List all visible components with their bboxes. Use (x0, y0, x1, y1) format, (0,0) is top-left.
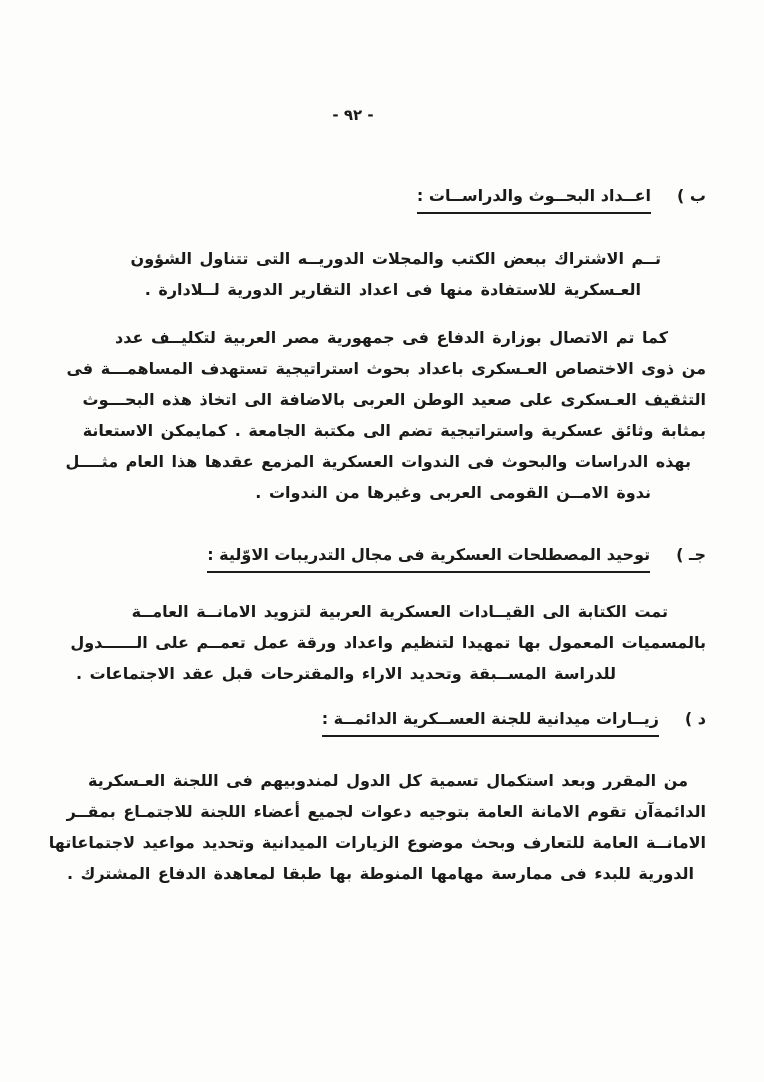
text-line: التثقيف العـسكرى على صعيد الوطن العربى بالاضافة الى اتخاذ هذه البحـــوث (82, 390, 706, 409)
text-line: تــم الاشتراك ببعض الكتب والمجلات الدوريــه التى تتناول الشؤون (130, 249, 661, 268)
section-b-marker: ب ) (677, 186, 706, 205)
text-line: من المقرر وبعد استكمال تسمية كل الدول لمندوبيهم فى اللجنة العـسكرية (88, 771, 688, 790)
text-line: من ذوى الاختصاص العـسكرى باعداد بحوث استراتيجية تستهدف المساهمـــة فى (66, 359, 706, 378)
section-b-paragraph-2 (65, 322, 706, 508)
section-b-heading (417, 186, 706, 214)
text-line: تمت الكتابة الى القيــادات العسكرية العربية لتزويد الامانــة العامــة (131, 602, 668, 621)
section-d-paragraph-1 (48, 765, 706, 889)
text-line: الدورية للبدء فى ممارسة مهامها المنوطة بها طبقا لمعاهدة الدفاع المشترك . (67, 864, 694, 883)
text-line: العـسكرية للاستفادة منها فى اعداد التقارير الدورية لــلادارة . (144, 280, 641, 299)
section-b-title: اعــداد البحــوث والدراســات : (417, 186, 651, 214)
section-d-title: زيــارات ميدانية للجنة العســكرية الدائمــة : (322, 709, 659, 737)
text-line: بالمسميات المعمول بها تمهيدا لتنظيم واعداد ورقة عمل تعمــم على الــــــدول (70, 633, 706, 652)
section-c-paragraph-1 (70, 596, 706, 689)
text-line: الامانــة العامة للتعارف وبحث موضوع الزيارات الميدانية وتحديد مواعيد لاجتماعاتها (48, 833, 706, 852)
section-b-paragraph-1 (100, 243, 706, 305)
page-number: - ٩٢ - (332, 106, 374, 124)
section-d-marker: د ) (684, 709, 706, 728)
section-d-heading (322, 709, 706, 737)
section-c-heading (207, 545, 706, 573)
text-line: بهذه الدراسات والبحوث فى الندوات العسكرية المزمع عقدها هذا العام مثــــل (65, 452, 691, 471)
section-c-marker: جـ ) (676, 545, 706, 564)
text-line: ندوة الامــن القومى العربى وغيرها من الندوات . (255, 483, 651, 502)
text-line: للدراسة المســبقة وتحديد الاراء والمقترحات قبل عقد الاجتماعات . (76, 664, 616, 683)
section-c-title: توحيد المصطلحات العسكرية فى مجال التدريبات الاوّلية : (207, 545, 650, 573)
text-line: بمثابة وثائق عسكرية واستراتيجية تضم الى مكتبة الجامعة . كمايمكن الاستعانة (82, 421, 706, 440)
text-line: الدائمةآن تقوم الامانة العامة بتوجيه دعوات لجميع أعضاء اللجنة للاجتمـاع بمقــر (66, 802, 706, 821)
text-line: كما تم الاتصال بوزارة الدفاع فى جمهورية مصر العربية لتكليــف عدد (115, 328, 668, 347)
